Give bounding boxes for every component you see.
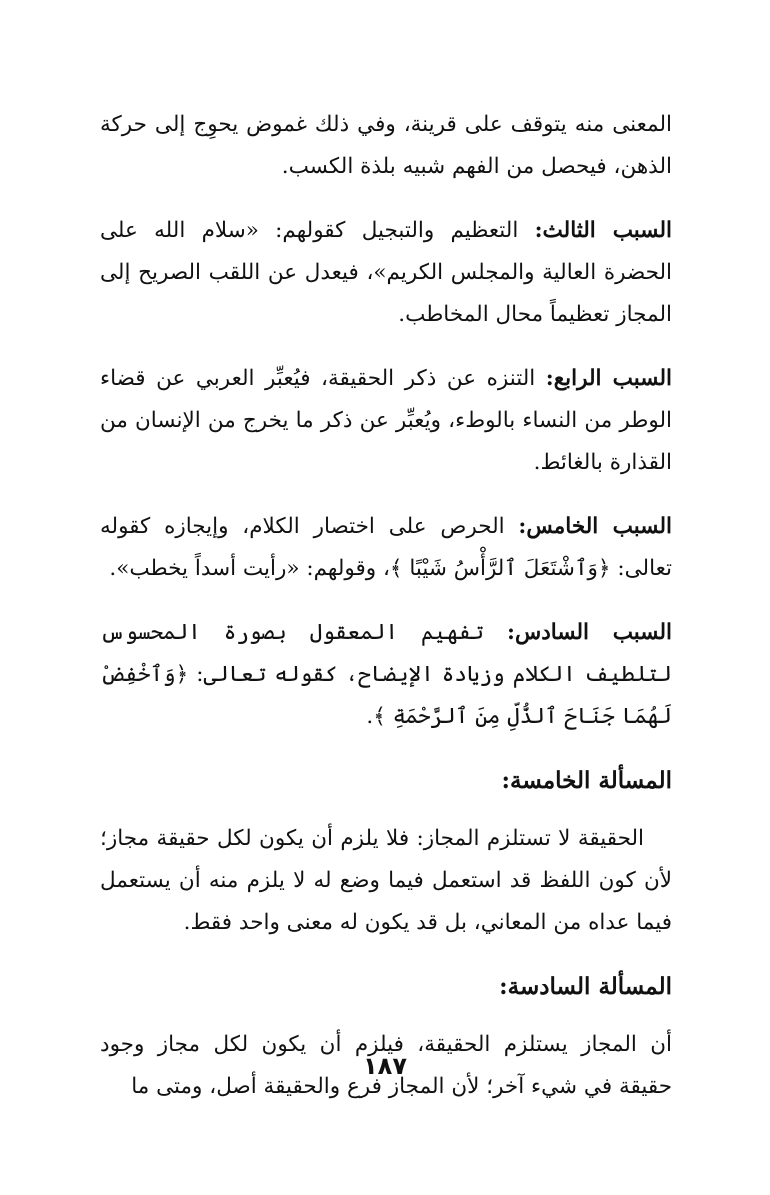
paragraph-1-text: المعنى منه يتوقف على قرينة، وفي ذلك غموض يحوِج إلى حركة الذهن، فيحصل من الفهم شبيه بلذة الكسب.: [100, 112, 672, 179]
sixth-issue-text: أن المجاز يستلزم الحقيقة، فيلزم أن يكون لكل مجاز وجود حقيقة في شيء آخر؛ لأن المجاز فرع والحقيقة أصل، ومتى ما: [100, 1032, 672, 1099]
paragraph-fifth-reason: [100, 506, 672, 590]
fourth-reason-text: التنزه عن ذكر الحقيقة، فيُعبِّر العربي عن قضاء الوطر من النساء بالوطء، ويُعبِّر عن ذكر ما يخرج من الإنسان من القذارة بالغائط.: [100, 366, 672, 475]
page-number: ١٨٧: [363, 1052, 407, 1080]
paragraph-sixth-reason: [100, 612, 672, 738]
paragraph-third-reason: [100, 210, 672, 336]
fifth-reason-text-after: ، وقولهم: «رأيت أسداً يخطب».: [109, 556, 390, 581]
page-body: [100, 104, 672, 1130]
fifth-reason-quran-verse: ﴿وَٱشْتَعَلَ ٱلرَّأْسُ شَيْبًا ﴾: [389, 556, 611, 581]
third-reason-text: التعظيم والتبجيل كقولهم: «سلام الله على الحضرة العالية والمجلس الكريم»، فيعدل عن اللقب الصريح إلى المجاز تعظيماً محال المخاطب.: [100, 218, 672, 327]
third-reason-lead: السبب الثالث:: [534, 218, 673, 243]
sixth-reason-quran-verse: ﴿وَٱخْفِضْ لَهُمَا جَنَاحَ ٱلذُّلِّ مِنَ ٱلرَّحْمَةِ ﴾: [100, 662, 672, 729]
sixth-reason-text-before: تفهيم المعقول بصورة المحسوس لتلطيف الكلام وزيادة الإيضاح، كقوله تعالى:: [100, 620, 672, 687]
fifth-reason-lead: السبب الخامس:: [518, 514, 672, 539]
fourth-reason-lead: السبب الرابع:: [545, 366, 672, 391]
fifth-issue-text: الحقيقة لا تستلزم المجاز: فلا يلزم أن يكون لكل حقيقة مجاز؛ لأن كون اللفظ قد استعمل فيما وضع له لا يلزم منه أن يستعمل فيما عداه من المعاني، بل قد يكون له معنى واحد فقط.: [100, 826, 672, 935]
paragraph-fourth-reason: [100, 358, 672, 484]
heading-fifth-issue: المسألة الخامسة:: [501, 767, 672, 794]
sixth-reason-lead: السبب السادس:: [507, 620, 672, 645]
paragraph-fifth-issue: [100, 818, 672, 944]
fifth-reason-text-before: الحرص على اختصار الكلام، وإيجازه كقوله تعالى:: [100, 514, 672, 581]
sixth-reason-text-after: .: [366, 704, 374, 729]
heading-sixth-issue: المسألة السادسة:: [499, 973, 672, 1000]
paragraph-1: [100, 104, 672, 188]
